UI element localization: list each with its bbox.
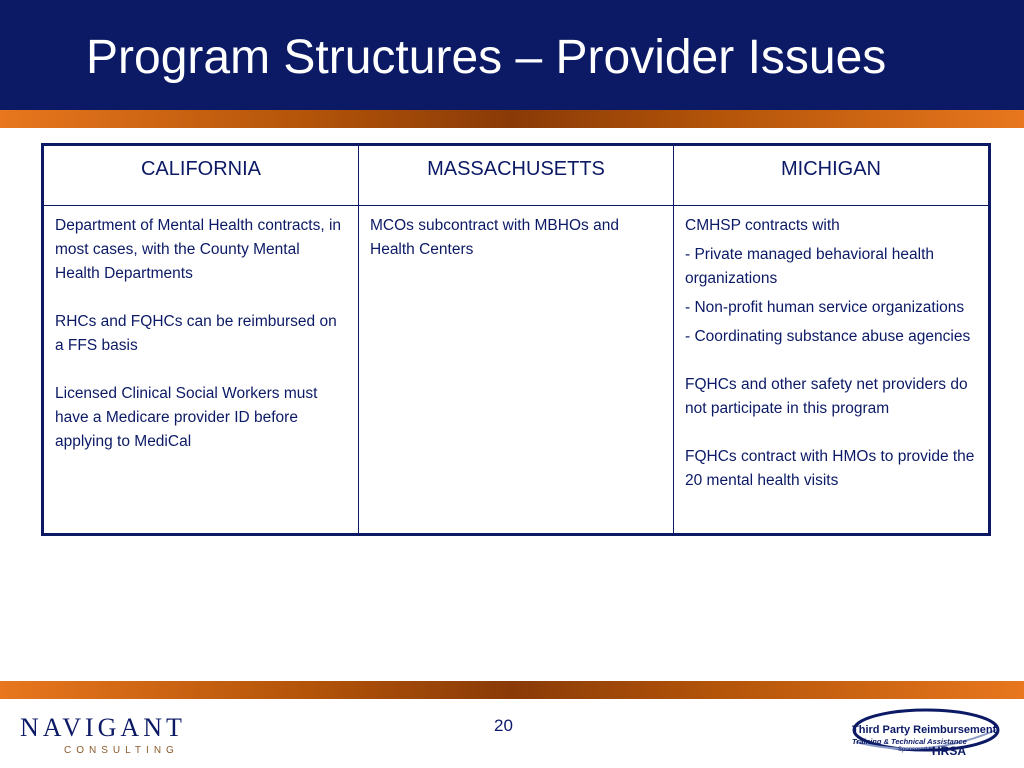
tpr-logo-title: Third Party Reimbursement (852, 724, 997, 736)
tpr-logo-sub: Training & Technical Assistance (852, 737, 967, 746)
massachusetts-item: MCOs subcontract with MBHOs and Health Centers (370, 217, 619, 258)
michigan-item: FQHCs and other safety net providers do not participate in this program (685, 376, 968, 417)
slide-title: Program Structures – Provider Issues (86, 31, 887, 84)
michigan-item: - Private managed behavioral health organizations (685, 246, 935, 287)
hrsa-logo: HRSA (932, 744, 967, 758)
table-header-row (44, 146, 989, 206)
cell-california (44, 206, 359, 534)
page-number: 20 (494, 716, 513, 735)
bottom-accent-stripe (0, 681, 1024, 699)
california-item: Department of Mental Health contracts, in most cases, with the County Mental Health Departments (55, 217, 342, 282)
tpr-logo (846, 702, 1002, 764)
navigant-logo-sub: CONSULTING (64, 745, 179, 756)
header-michigan: MICHIGAN (674, 146, 989, 206)
michigan-item: FQHCs contract with HMOs to provide the 20 mental health visits (685, 448, 975, 489)
table-row (44, 206, 989, 534)
cell-massachusetts (359, 206, 674, 534)
title-bar (0, 0, 1024, 110)
top-accent-stripe (0, 110, 1024, 128)
navigant-logo-name: NAVIGANT (20, 713, 186, 742)
california-item: Licensed Clinical Social Workers must have a Medicare provider ID before applying to MediCal (55, 385, 318, 450)
michigan-item: CMHSP contracts with (685, 217, 840, 234)
header-california: CALIFORNIA (44, 146, 359, 206)
california-item: RHCs and FQHCs can be reimbursed on a FFS basis (55, 313, 337, 354)
comparison-table (41, 143, 991, 536)
navigant-logo (20, 713, 186, 763)
michigan-item: - Non-profit human service organizations (685, 299, 965, 316)
tpr-logo-sponsor: Sponsored by (898, 747, 936, 753)
cell-michigan (674, 206, 989, 534)
michigan-item: - Coordinating substance abuse agencies (685, 328, 971, 345)
header-massachusetts: MASSACHUSETTS (359, 146, 674, 206)
